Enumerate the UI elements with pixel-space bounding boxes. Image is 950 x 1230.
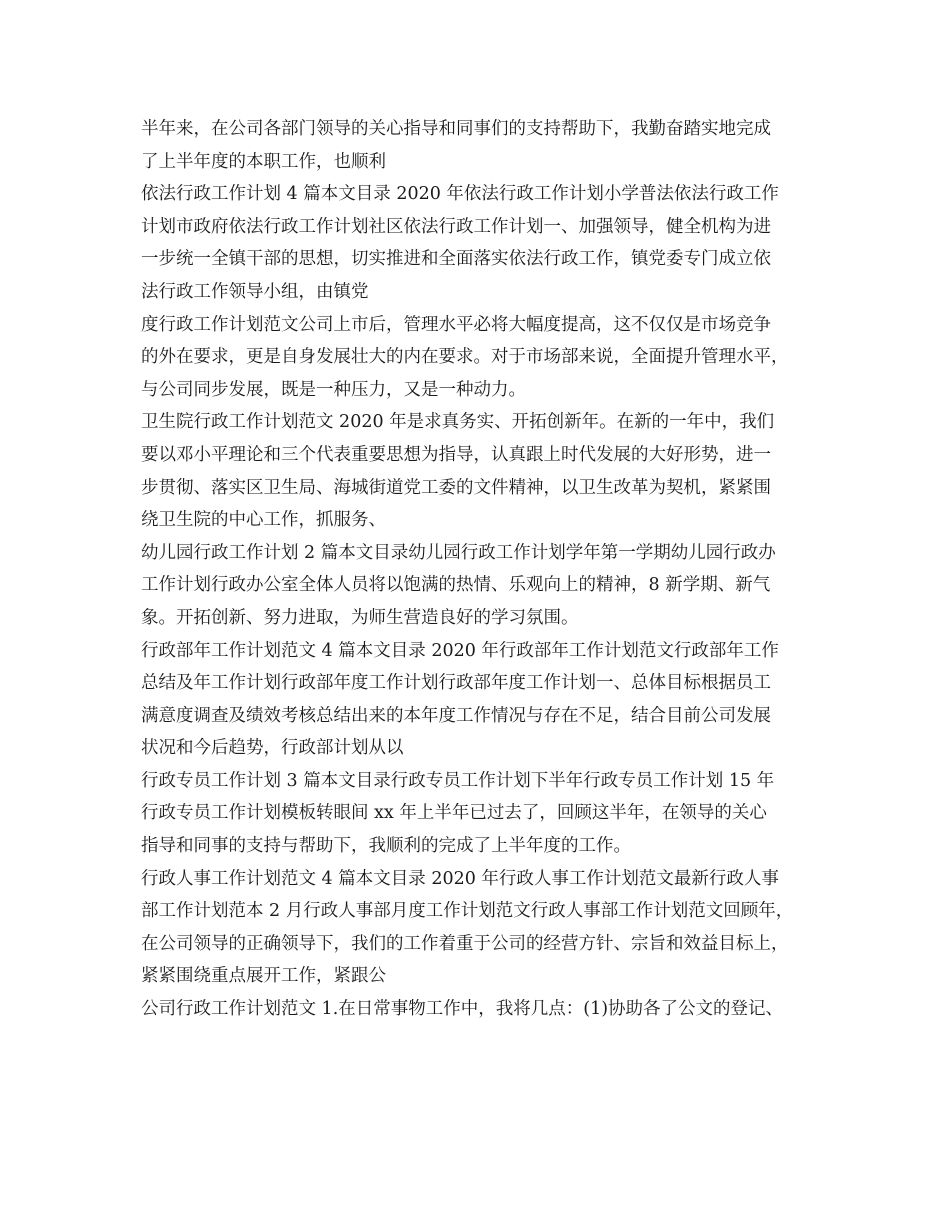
text-line: 法行政工作领导小组，由镇党 [141, 281, 369, 302]
text-line: 度行政工作计划范文公司上市后，管理水平必将大幅度提高，这不仅仅是市场竞争 [141, 314, 771, 335]
text-line: 的外在要求，更是自身发展壮大的内在要求。对于市场部来说，全面提升管理水平， [141, 347, 789, 368]
text-line: 公司行政工作计划范文 1.在日常事物工作中，我将几点：(1)协助各了公文的登记、 [141, 999, 784, 1020]
text-line: 半年来，在公司各部门领导的关心指导和同事们的支持帮助下，我勤奋踏实地完成 [141, 119, 771, 139]
text-line: 了上半年度的本职工作，也顺利 [141, 151, 386, 172]
text-line: 行政部年工作计划范文 4 篇本文目录 2020 年行政部年工作计划范文行政部年工作 [141, 640, 779, 661]
text-line: 紧紧围绕重点展开工作，紧跟公 [141, 966, 386, 987]
text-line: 指导和同事的支持与帮助下，我顺利的完成了上半年度的工作。 [141, 836, 631, 857]
text-line: 绕卫生院的中心工作，抓服务、 [141, 510, 386, 531]
text-line: 一步统一全镇干部的思想，切实推进和全面落实依法行政工作，镇党委专门成立依 [141, 249, 771, 270]
text-line: 计划市政府依法行政工作计划社区依法行政工作计划一、加强领导，健全机构为进 [141, 216, 771, 237]
text-line: 部工作计划范本 2 月行政人事部月度工作计划范文行政人事部工作计划范文回顾年， [141, 901, 794, 922]
text-line: 卫生院行政工作计划范文 2020 年是求真务实、开拓创新年。在新的一年中，我们 [141, 412, 775, 433]
text-line: 在公司领导的正确领导下，我们的工作着重于公司的经营方针、宗旨和效益目标上， [141, 933, 789, 954]
text-line: 总结及年工作计划行政部年度工作计划行政部年度工作计划一、总体目标根据员工 [141, 673, 771, 694]
text-line: 依法行政工作计划 4 篇本文目录 2020 年依法行政工作计划小学普法依法行政工作 [141, 184, 779, 205]
text-line: 象。开拓创新、努力进取，为师生营造良好的学习氛围。 [141, 607, 579, 628]
text-line: 行政人事工作计划范文 4 篇本文目录 2020 年行政人事工作计划范文最新行政人事 [141, 868, 779, 889]
text-line: 状况和今后趋势，行政部计划从以 [141, 738, 404, 759]
text-line: 满意度调查及绩效考核总结出来的本年度工作情况与存在不足，结合目前公司发展 [141, 705, 771, 726]
text-line: 工作计划行政办公室全体人员将以饱满的热情、乐观向上的精神，8 新学期、新气 [141, 575, 771, 596]
body-text [141, 113, 821, 1026]
text-line: 行政专员工作计划模板转眼间 xx 年上半年已过去了，回顾这半年，在领导的关心 [141, 803, 767, 824]
text-line: 与公司同步发展，既是一种压力，又是一种动力。 [141, 379, 526, 400]
text-line: 行政专员工作计划 3 篇本文目录行政专员工作计划下半年行政专员工作计划 15 年 [141, 770, 775, 791]
text-line: 要以邓小平理论和三个代表重要思想为指导，认真跟上时代发展的大好形势，进一 [141, 444, 771, 465]
text-line: 步贯彻、落实区卫生局、海城街道党工委的文件精神，以卫生改革为契机，紧紧围 [141, 477, 771, 498]
text-line: 幼儿园行政工作计划 2 篇本文目录幼儿园行政工作计划学年第一学期幼儿园行政办 [141, 542, 776, 563]
